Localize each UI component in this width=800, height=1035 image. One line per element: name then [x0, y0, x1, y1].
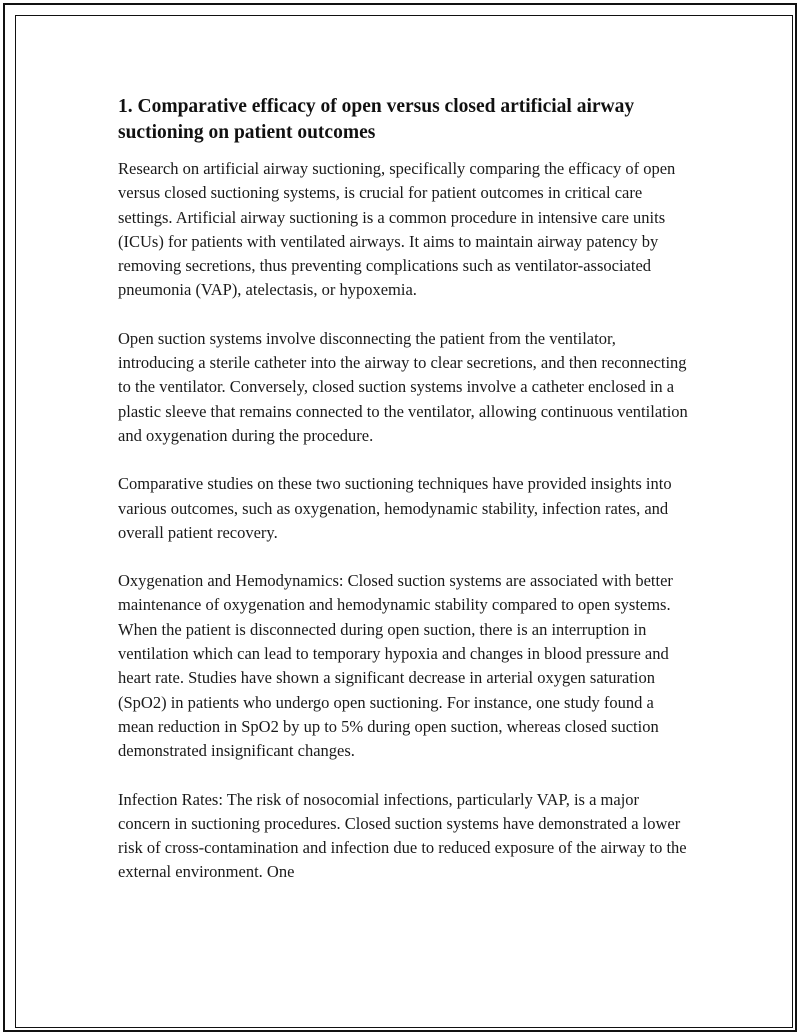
paragraph-comparative-studies: Comparative studies on these two suctioning techniques have provided insights into various outcomes, such as oxygenation, hemodynamic stability, infection rates, and overall patient recovery.	[118, 474, 672, 542]
paragraph-oxygenation-hemodynamics: Oxygenation and Hemodynamics: Closed suction systems are associated with better maintenance of oxygenation and hemodynamic stability compared to open systems. When the patient is disconnected during open suction, there is an interruption in ventilation which can lead to temporary hypoxia and changes in blood pressure and heart rate. Studies have shown a significant decrease in arterial oxygen saturation (SpO2) in patients who undergo open suctioning. For instance, one study found a mean reduction in SpO2 by up to 5% during open suction, whereas closed suction demonstrated insignificant changes.	[118, 571, 673, 761]
section-heading: 1. Comparative efficacy of open versus closed artificial airway suctioning on patient outcomes	[118, 96, 635, 143]
paragraph-suction-systems: Open suction systems involve disconnecting the patient from the ventilator, introducing a sterile catheter into the airway to clear secretions, and then reconnecting to the ventilator. Conversely, closed suction systems involve a catheter enclosed in a plastic sleeve that remains connected to the ventilator, allowing continuous ventilation and oxygenation during the procedure.	[118, 328, 688, 445]
document-body	[118, 94, 693, 909]
paragraph-intro: Research on artificial airway suctioning, specifically comparing the efficacy of open versus closed suctioning systems, is crucial for patient outcomes in critical care settings. Artificial airway suctioning is a common procedure in intensive care units (ICUs) for patients with ventilated airways. It aims to maintain airway patency by removing secretions, thus preventing complications such as ventilator-associated pneumonia (VAP), atelectasis, or hypoxemia.	[118, 159, 676, 300]
paragraph-infection-rates: Infection Rates: The risk of nosocomial infections, particularly VAP, is a major concern in suctioning procedures. Closed suction systems have demonstrated a lower risk of cross-contamination and infection due to reduced exposure of the airway to the external environment. One	[118, 789, 687, 882]
